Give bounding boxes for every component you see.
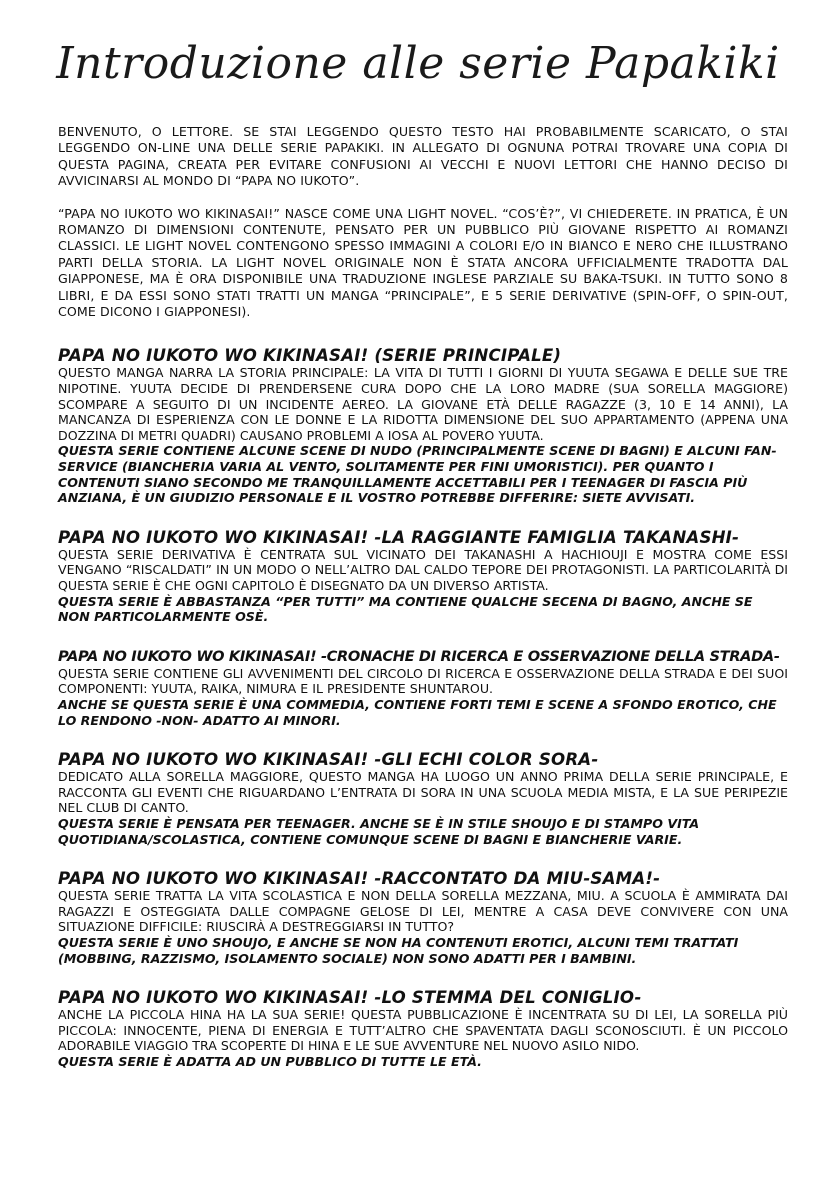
series-heading: PAPA NO IUKOTO WO KIKINASAI! -LO STEMMA DEL CONIGLIO- bbox=[58, 988, 642, 1008]
series-warning: QUESTA SERIE È UNO SHOUJO, E ANCHE SE NON HA CONTENUTI EROTICI, ALCUNI TEMI TRATTATI (MOBBING, RAZZISMO, ISOLAMENTO SOCIALE) NON SONO ADATTI PER I BAMBINI. bbox=[58, 934, 739, 966]
series-warning: QUESTA SERIE È PENSATA PER TEENAGER. ANCHE SE È IN STILE SHOUJO E DI STAMPO VITA QUOTIDIANA/SCOLASTICA, CONTIENE COMUNQUE SCENE DI BAGNI E BIANCHERIE VARIE. bbox=[58, 815, 700, 847]
series-list bbox=[58, 346, 788, 1069]
series-section-coniglio bbox=[58, 988, 788, 1069]
series-description: QUESTO MANGA NARRA LA STORIA PRINCIPALE: LA VITA DI TUTTI I GIORNI DI YUUTA SEGAWA E DELLE SUE TRE NIPOTINE. YUUTA DECIDE DI PRENDERSENE CURA DOPO CHE LA LORO MADRE (SUA SORELLA MAGGIORE) SCOMPARE A SEGUITO DI UN INCIDENTE AEREO. LA GIOVANE ETÀ DELLE RAGAZZE (3, 10 E 14 ANNI), LA MANCANZA DI ESPERIENZA CON LE DONNE E LA RIDOTTA DIMENSIONE DEL SUO APPARTAMENTO (APPENA UNA DOZZINA DI METRI QUADRI) CAUSANO PROBLEMI A IOSA AL POVERO YUUTA. bbox=[58, 365, 788, 443]
page-title: Introduzione alle serie Papakiki bbox=[56, 38, 780, 89]
series-heading: PAPA NO IUKOTO WO KIKINASAI! -RACCONTATO DA MIU-SAMA!- bbox=[58, 869, 661, 889]
series-section-cronache bbox=[58, 647, 788, 728]
series-warning: ANCHE SE QUESTA SERIE È UNA COMMEDIA, CONTIENE FORTI TEMI E SCENE A SFONDO EROTICO, CHE LO RENDONO -NON- ADATTO AI MINORI. bbox=[58, 696, 777, 728]
series-section-miu bbox=[58, 869, 788, 966]
series-section-sora bbox=[58, 750, 788, 847]
series-section-takanashi bbox=[58, 528, 788, 625]
series-heading: PAPA NO IUKOTO WO KIKINASAI! (SERIE PRINCIPALE) bbox=[58, 346, 562, 366]
series-description: QUESTA SERIE DERIVATIVA È CENTRATA SUL VICINATO DEI TAKANASHI A HACHIOUJI E MOSTRA COME ESSI VENGANO “RISCALDATI” IN UN MODO O NELL’ALTRO DAL CALDO TEPORE DEI PROTAGONISTI. LA PARTICOLARITÀ DI QUESTA SERIE È CHE OGNI CAPITOLO È DISEGNATO DA UN DIVERSO ARTISTA. bbox=[58, 546, 788, 593]
intro-paragraph: “PAPA NO IUKOTO WO KIKINASAI!” NASCE COME UNA LIGHT NOVEL. “COS’È?”, VI CHIEDERETE. IN PRATICA, È UN ROMANZO DI DIMENSIONI CONTENUTE, PENSATO PER UN PUBBLICO PIÙ GIOVANE RISPETTO AI ROMANZI CLASSICI. LE LIGHT NOVEL CONTENGONO SPESSO IMMAGINI A COLORI E/O IN BIANCO E NERO CHE ILLUSTRANO PARTI DELLA STORIA. LA LIGHT NOVEL ORIGINALE NON È STATA ANCORA UFFICIALMENTE TRADOTTA DAL GIAPPONESE, MA È ORA DISPONIBILE UNA TRADUZIONE INGLESE PARZIALE SU BAKA-TSUKI. IN TUTTO SONO 8 LIBRI, E DA ESSI SONO STATI TRATTI UN MANGA “PRINCIPALE”, E 5 SERIE DERIVATIVE (SPIN-OFF, O SPIN-OUT, COME DICONO I GIAPPONESI). bbox=[58, 205, 788, 320]
series-warning: QUESTA SERIE CONTIENE ALCUNE SCENE DI NUDO (PRINCIPALMENTE SCENE DI BAGNI) E ALCUNI FAN-SERVICE (BIANCHERIA VARIA AL VENTO, SOLITAMENTE PER FINI UMORISTICI). PER QUANTO I CONTENUTI SIANO SECONDO ME TRANQUILLAMENTE ACCETTABILI PER I TEENAGER DI FASCIA PIÙ ANZIANA, È UN GIUDIZIO PERSONALE E IL VOSTRO POTREBBE DIFFERIRE: SIETE AVVISATI. bbox=[58, 443, 777, 506]
document-body bbox=[58, 124, 788, 1091]
series-section-main bbox=[58, 346, 788, 505]
series-heading: PAPA NO IUKOTO WO KIKINASAI! -CRONACHE DI RICERCA E OSSERVAZIONE DELLA STRADA- bbox=[58, 647, 780, 665]
series-description: DEDICATO ALLA SORELLA MAGGIORE, QUESTO MANGA HA LUOGO UN ANNO PRIMA DELLA SERIE PRINCIPALE, E RACCONTA GLI EVENTI CHE RIGUARDANO L’ENTRATA DI SORA IN UNA SCUOLA MEDIA MISTA, E LA SUE PERIPEZIE NEL CLUB DI CANTO. bbox=[58, 769, 788, 816]
series-description: ANCHE LA PICCOLA HINA HA LA SUA SERIE! QUESTA PUBBLICAZIONE È INCENTRATA SU DI LEI, LA SORELLA PIÙ PICCOLA: INNOCENTE, PIENA DI ENERGIA E TUTT’ALTRO CHE SPAVENTATA DAGLI SCONOSCIUTI. È UN PICCOLO ADORABILE VIAGGIO TRA SCOPERTE DI HINA E LE SUE AVVENTURE NEL NUOVO ASILO NIDO. bbox=[58, 1007, 788, 1054]
series-warning: QUESTA SERIE È ABBASTANZA “PER TUTTI” MA CONTIENE QUALCHE SECENA DI BAGNO, ANCHE SE NON PARTICOLARMENTE OSÈ. bbox=[58, 593, 753, 625]
series-heading: PAPA NO IUKOTO WO KIKINASAI! -GLI ECHI COLOR SORA- bbox=[58, 750, 599, 770]
intro-paragraph: BENVENUTO, O LETTORE. SE STAI LEGGENDO QUESTO TESTO HAI PROBABILMENTE SCARICATO, O STAI LEGGENDO ON-LINE UNA DELLE SERIE PAPAKIKI. IN ALLEGATO DI OGNUNA POTRAI TROVARE UNA COPIA DI QUESTA PAGINA, CREATA PER EVITARE CONFUSIONI AI VECCHI E NUOVI LETTORI CHE HANNO DECISO DI AVVICINARSI AL MONDO DI “PAPA NO IUKOTO”. bbox=[58, 124, 788, 189]
series-heading: PAPA NO IUKOTO WO KIKINASAI! -LA RAGGIANTE FAMIGLIA TAKANASHI- bbox=[58, 527, 740, 547]
series-description: QUESTA SERIE TRATTA LA VITA SCOLASTICA E NON DELLA SORELLA MEZZANA, MIU. A SCUOLA È AMMIRATA DAI RAGAZZI E OSTEGGIATA DALLE COMPAGNE GELOSE DI LEI, MENTRE A CASA DEVE CONVIVERE CON UNA SITUAZIONE DIFFICILE: RIUSCIRÀ A DESTREGGIARSI IN TUTTO? bbox=[58, 888, 788, 935]
intro-section bbox=[58, 124, 788, 320]
series-warning: QUESTA SERIE È ADATTA AD UN PUBBLICO DI TUTTE LE ETÀ. bbox=[58, 1053, 482, 1069]
series-description: QUESTA SERIE CONTIENE GLI AVVENIMENTI DEL CIRCOLO DI RICERCA E OSSERVAZIONE DELLA STRADA E DEI SUOI COMPONENTI: YUUTA, RAIKA, NIMURA E IL PRESIDENTE SHUNTAROU. bbox=[58, 665, 788, 697]
